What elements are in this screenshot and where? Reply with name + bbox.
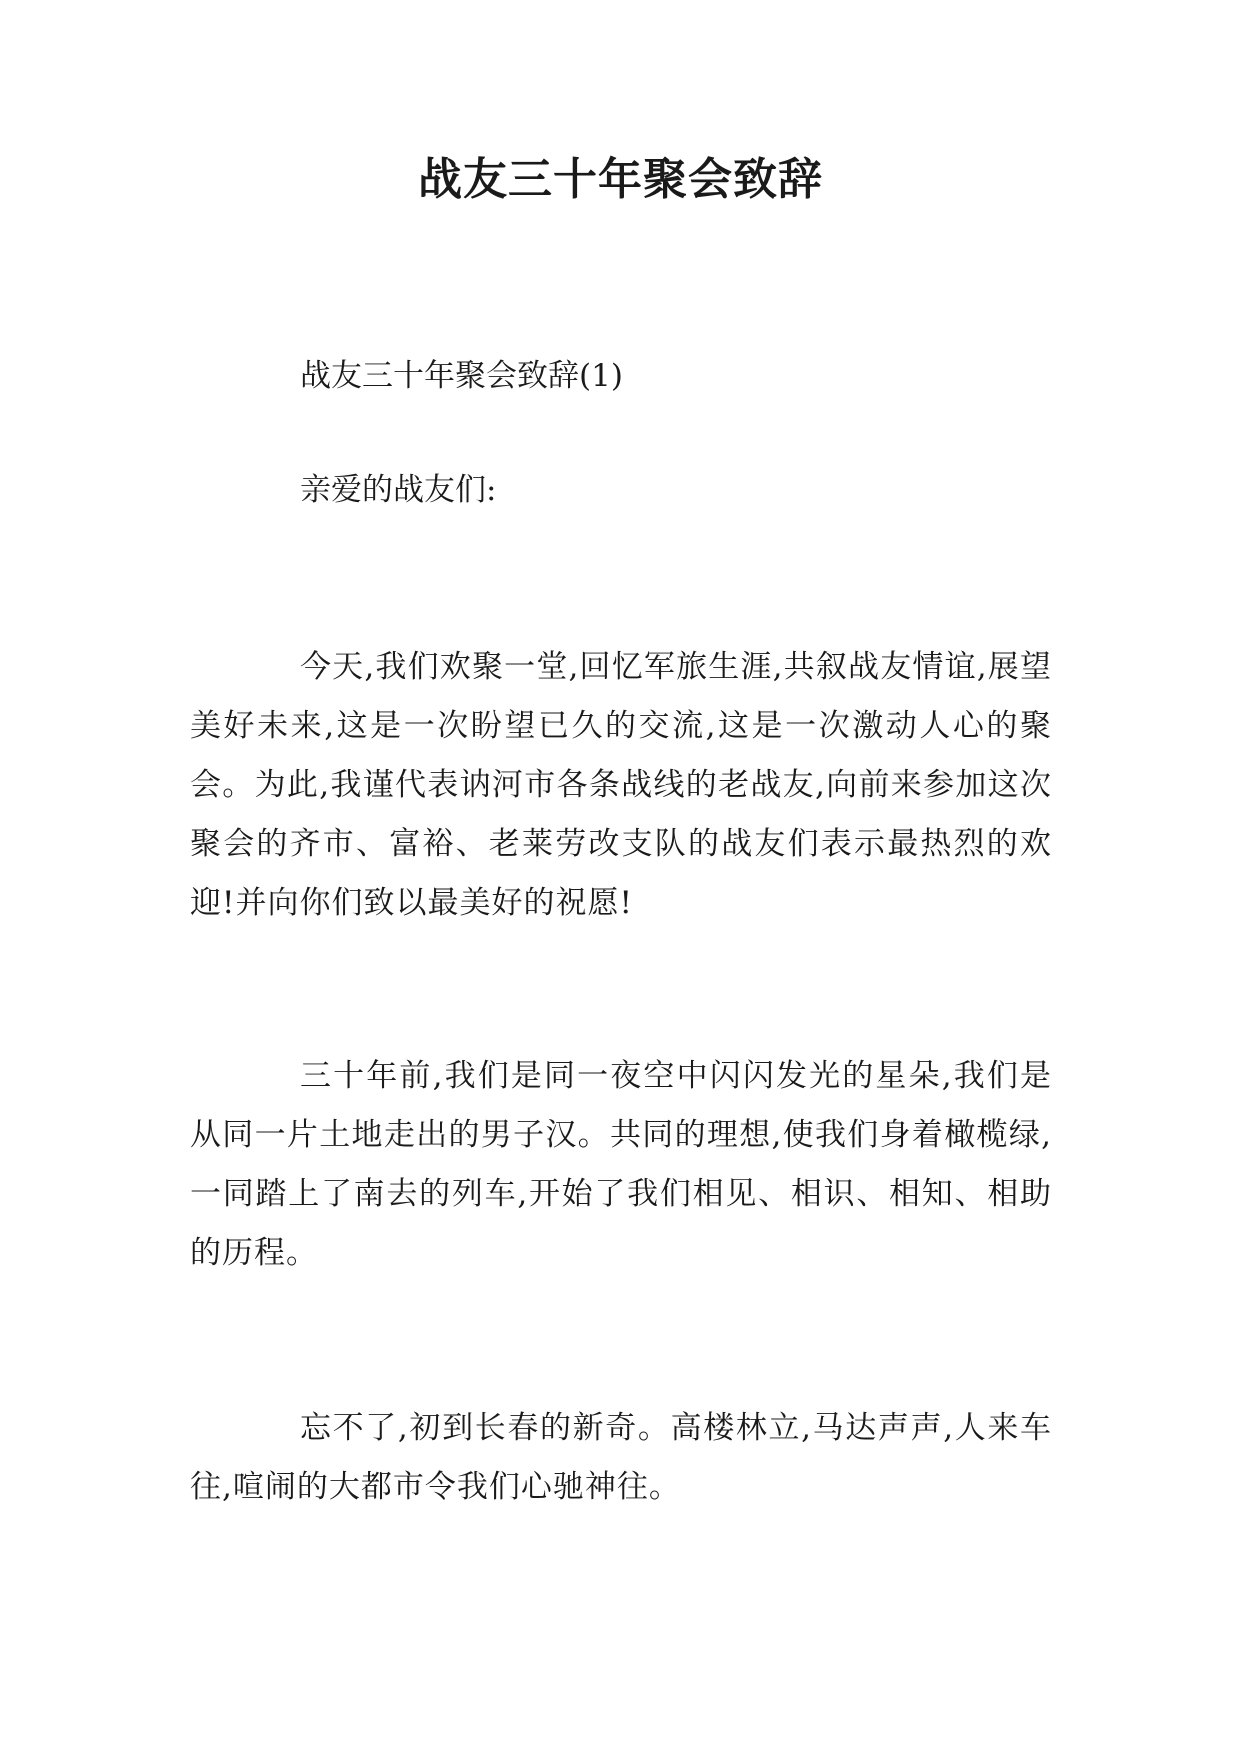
paragraph: 三十年前,我们是同一夜空中闪闪发光的星朵,我们是从同一片土地走出的男子汉。共同的理想,使我们身着橄榄绿,一同踏上了南去的列车,开始了我们相见、相识、相知、相助的历程。 — [190, 1058, 1052, 1271]
section-heading: 战友三十年聚会致辞(1) — [300, 358, 623, 394]
document-title: 战友三十年聚会致辞 — [418, 154, 823, 205]
salutation: 亲爱的战友们: — [300, 472, 497, 508]
paragraph: 忘不了,初到长春的新奇。高楼林立,马达声声,人来车往,喧闹的大都市令我们心驰神往。 — [190, 1410, 1052, 1505]
paragraph: 今天,我们欢聚一堂,回忆军旅生涯,共叙战友情谊,展望美好未来,这是一次盼望已久的交流,这是一次激动人心的聚会。为此,我谨代表讷河市各条战线的老战友,向前来参加这次聚会的齐市、富裕、老莱劳改支队的战友们表示最热烈的欢迎!并向你们致以最美好的祝愿! — [190, 649, 1052, 921]
